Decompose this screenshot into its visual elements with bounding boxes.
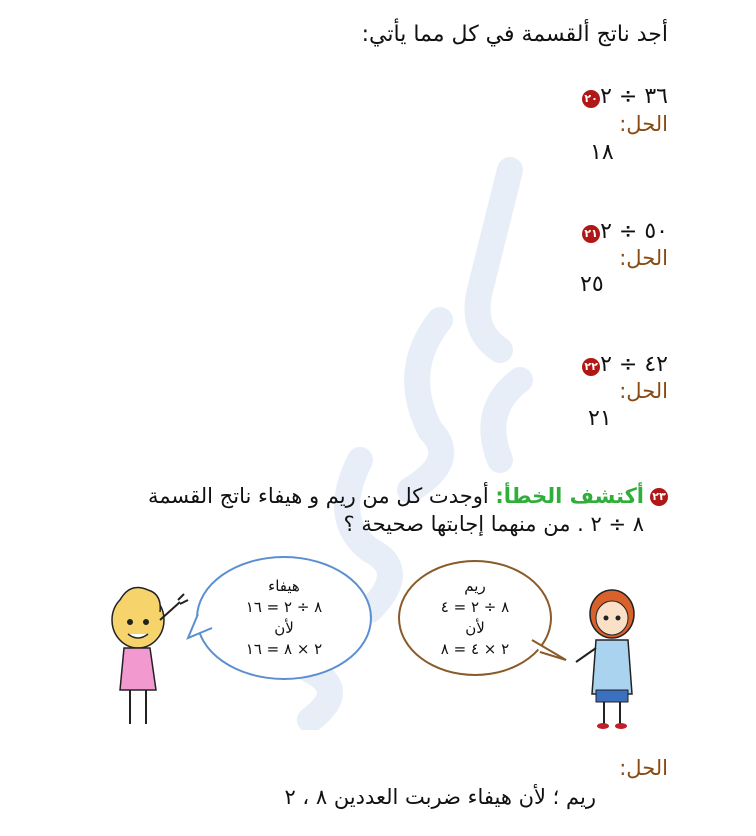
error-text-line1: أوجدت كل من ريم و هيفاء ناتج القسمة xyxy=(148,484,489,508)
haifa-bubble-tail xyxy=(186,612,216,642)
reem-speech-bubble xyxy=(398,560,552,676)
error-solution-text: ريم ؛ لأن هيفاء ضربت العددين ٨ ، ٢ xyxy=(284,785,596,809)
problem-number-badge: ٢١ xyxy=(582,225,600,243)
problem-number-badge: ٢٠ xyxy=(582,90,600,108)
haifa-line2: لأن xyxy=(274,619,294,637)
reem-line2: لأن xyxy=(465,619,485,637)
problem-expression: ٥٠ ÷ ٢ xyxy=(600,219,668,244)
problem-answer: ٢١ xyxy=(588,406,612,431)
haifa-speech-bubble xyxy=(196,556,372,680)
haifa-line1: ٨ ÷ ٢ = ١٦ xyxy=(245,598,323,616)
solution-label: الحل: xyxy=(619,379,668,403)
solution-label: الحل: xyxy=(619,246,668,270)
error-solution-label: الحل: xyxy=(619,756,668,780)
problem-expression: ٤٢ ÷ ٢ xyxy=(600,352,668,377)
reem-bubble-tail xyxy=(530,638,570,668)
problem-20 xyxy=(576,84,668,109)
problem-21 xyxy=(576,219,668,244)
problem-number-badge: ٢٣ xyxy=(650,488,668,506)
solution-label: الحل: xyxy=(619,112,668,136)
problem-number-badge: ٢٢ xyxy=(582,358,600,376)
page-instruction: أجد ناتج ألقسمة في كل مما يأتي: xyxy=(361,22,668,47)
haifa-name: هيفاء xyxy=(268,577,300,595)
reem-line3: ٢ × ٤ = ٨ xyxy=(440,640,510,658)
problem-22 xyxy=(576,352,668,377)
reem-line1: ٨ ÷ ٢ = ٤ xyxy=(440,598,510,616)
problem-23 xyxy=(148,484,668,508)
haifa-line3: ٢ × ٨ = ١٦ xyxy=(245,640,323,658)
problem-answer: ٢٥ xyxy=(580,272,604,297)
problem-answer: ١٨ xyxy=(590,140,614,165)
error-text-line2: ٨ ÷ ٢ . من منهما إجابتها صحيحة ؟ xyxy=(343,512,644,536)
error-title: أكتشف الخطأ: xyxy=(495,484,644,508)
problem-expression: ٣٦ ÷ ٢ xyxy=(600,84,668,109)
reem-character-illustration xyxy=(570,584,650,734)
haifa-character-illustration xyxy=(100,580,190,730)
reem-name: ريم xyxy=(464,577,486,595)
